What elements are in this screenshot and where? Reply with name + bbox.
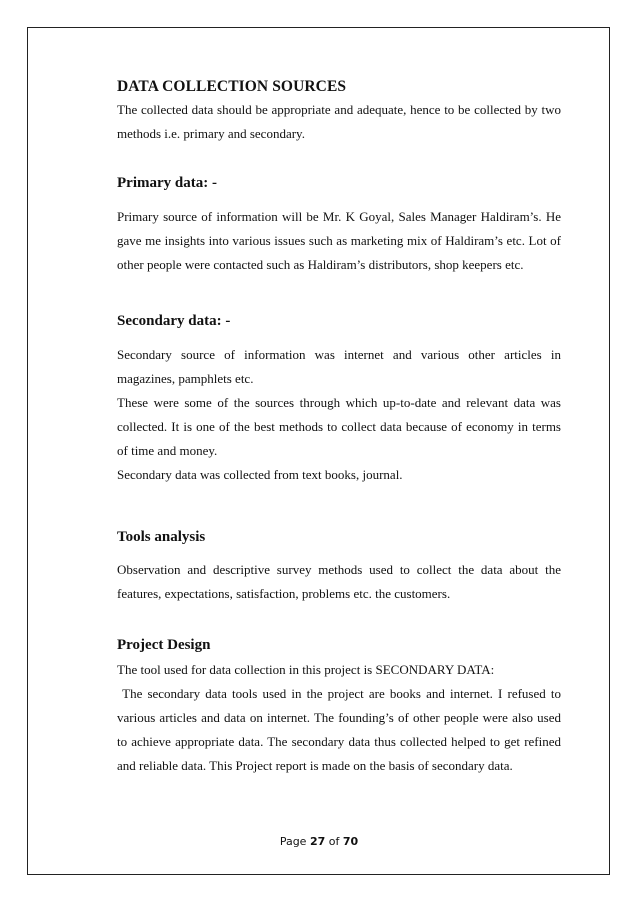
section-heading-tools-analysis: Tools analysis: [117, 529, 206, 545]
paragraph-secondary-data-2: These were some of the sources through which up-to-date and relevant data was collected. It is one of the best methods to collect data because of economy in terms of time and money.: [117, 395, 561, 458]
section-heading-secondary-data: Secondary data: -: [117, 313, 231, 329]
page-label-of: of: [325, 835, 343, 848]
paragraph-secondary-data-1: Secondary source of information was internet and various other articles in magazines, pamphlets etc.: [117, 347, 561, 386]
section-heading-primary-data: Primary data: -: [117, 175, 217, 191]
page-number-footer: [0, 835, 638, 848]
section-heading-data-collection: DATA COLLECTION SOURCES: [117, 78, 347, 95]
paragraph-secondary-data-3: Secondary data was collected from text books, journal.: [117, 467, 403, 482]
paragraph-project-design-1: The tool used for data collection in this project is SECONDARY DATA:: [117, 662, 495, 677]
paragraph-tools-analysis: Observation and descriptive survey methods used to collect the data about the features, expectations, satisfaction, problems etc. the customers.: [117, 562, 561, 601]
paragraph-project-design-2: The secondary data tools used in the project are books and internet. I refused to various articles and data on internet. The founding’s of other people were also used to achieve appropriate data. The secondary data thus collected helped to get refined and reliable data. This Project report is made on the basis of secondary data.: [117, 686, 565, 773]
current-page-number: 27: [309, 835, 326, 848]
total-pages-number: 70: [342, 835, 359, 848]
page-label-prefix: Page: [279, 835, 310, 848]
paragraph-primary-data: Primary source of information will be Mr. K Goyal, Sales Manager Haldiram’s. He gave me insights into various issues such as marketing mix of Haldiram’s etc. Lot of other people were contacted such as Haldiram’s distributors, shop keepers etc.: [117, 209, 561, 272]
section-heading-project-design: Project Design: [117, 637, 211, 653]
paragraph-data-collection: The collected data should be appropriate and adequate, hence to be collected by two methods i.e. primary and secondary.: [117, 102, 561, 141]
